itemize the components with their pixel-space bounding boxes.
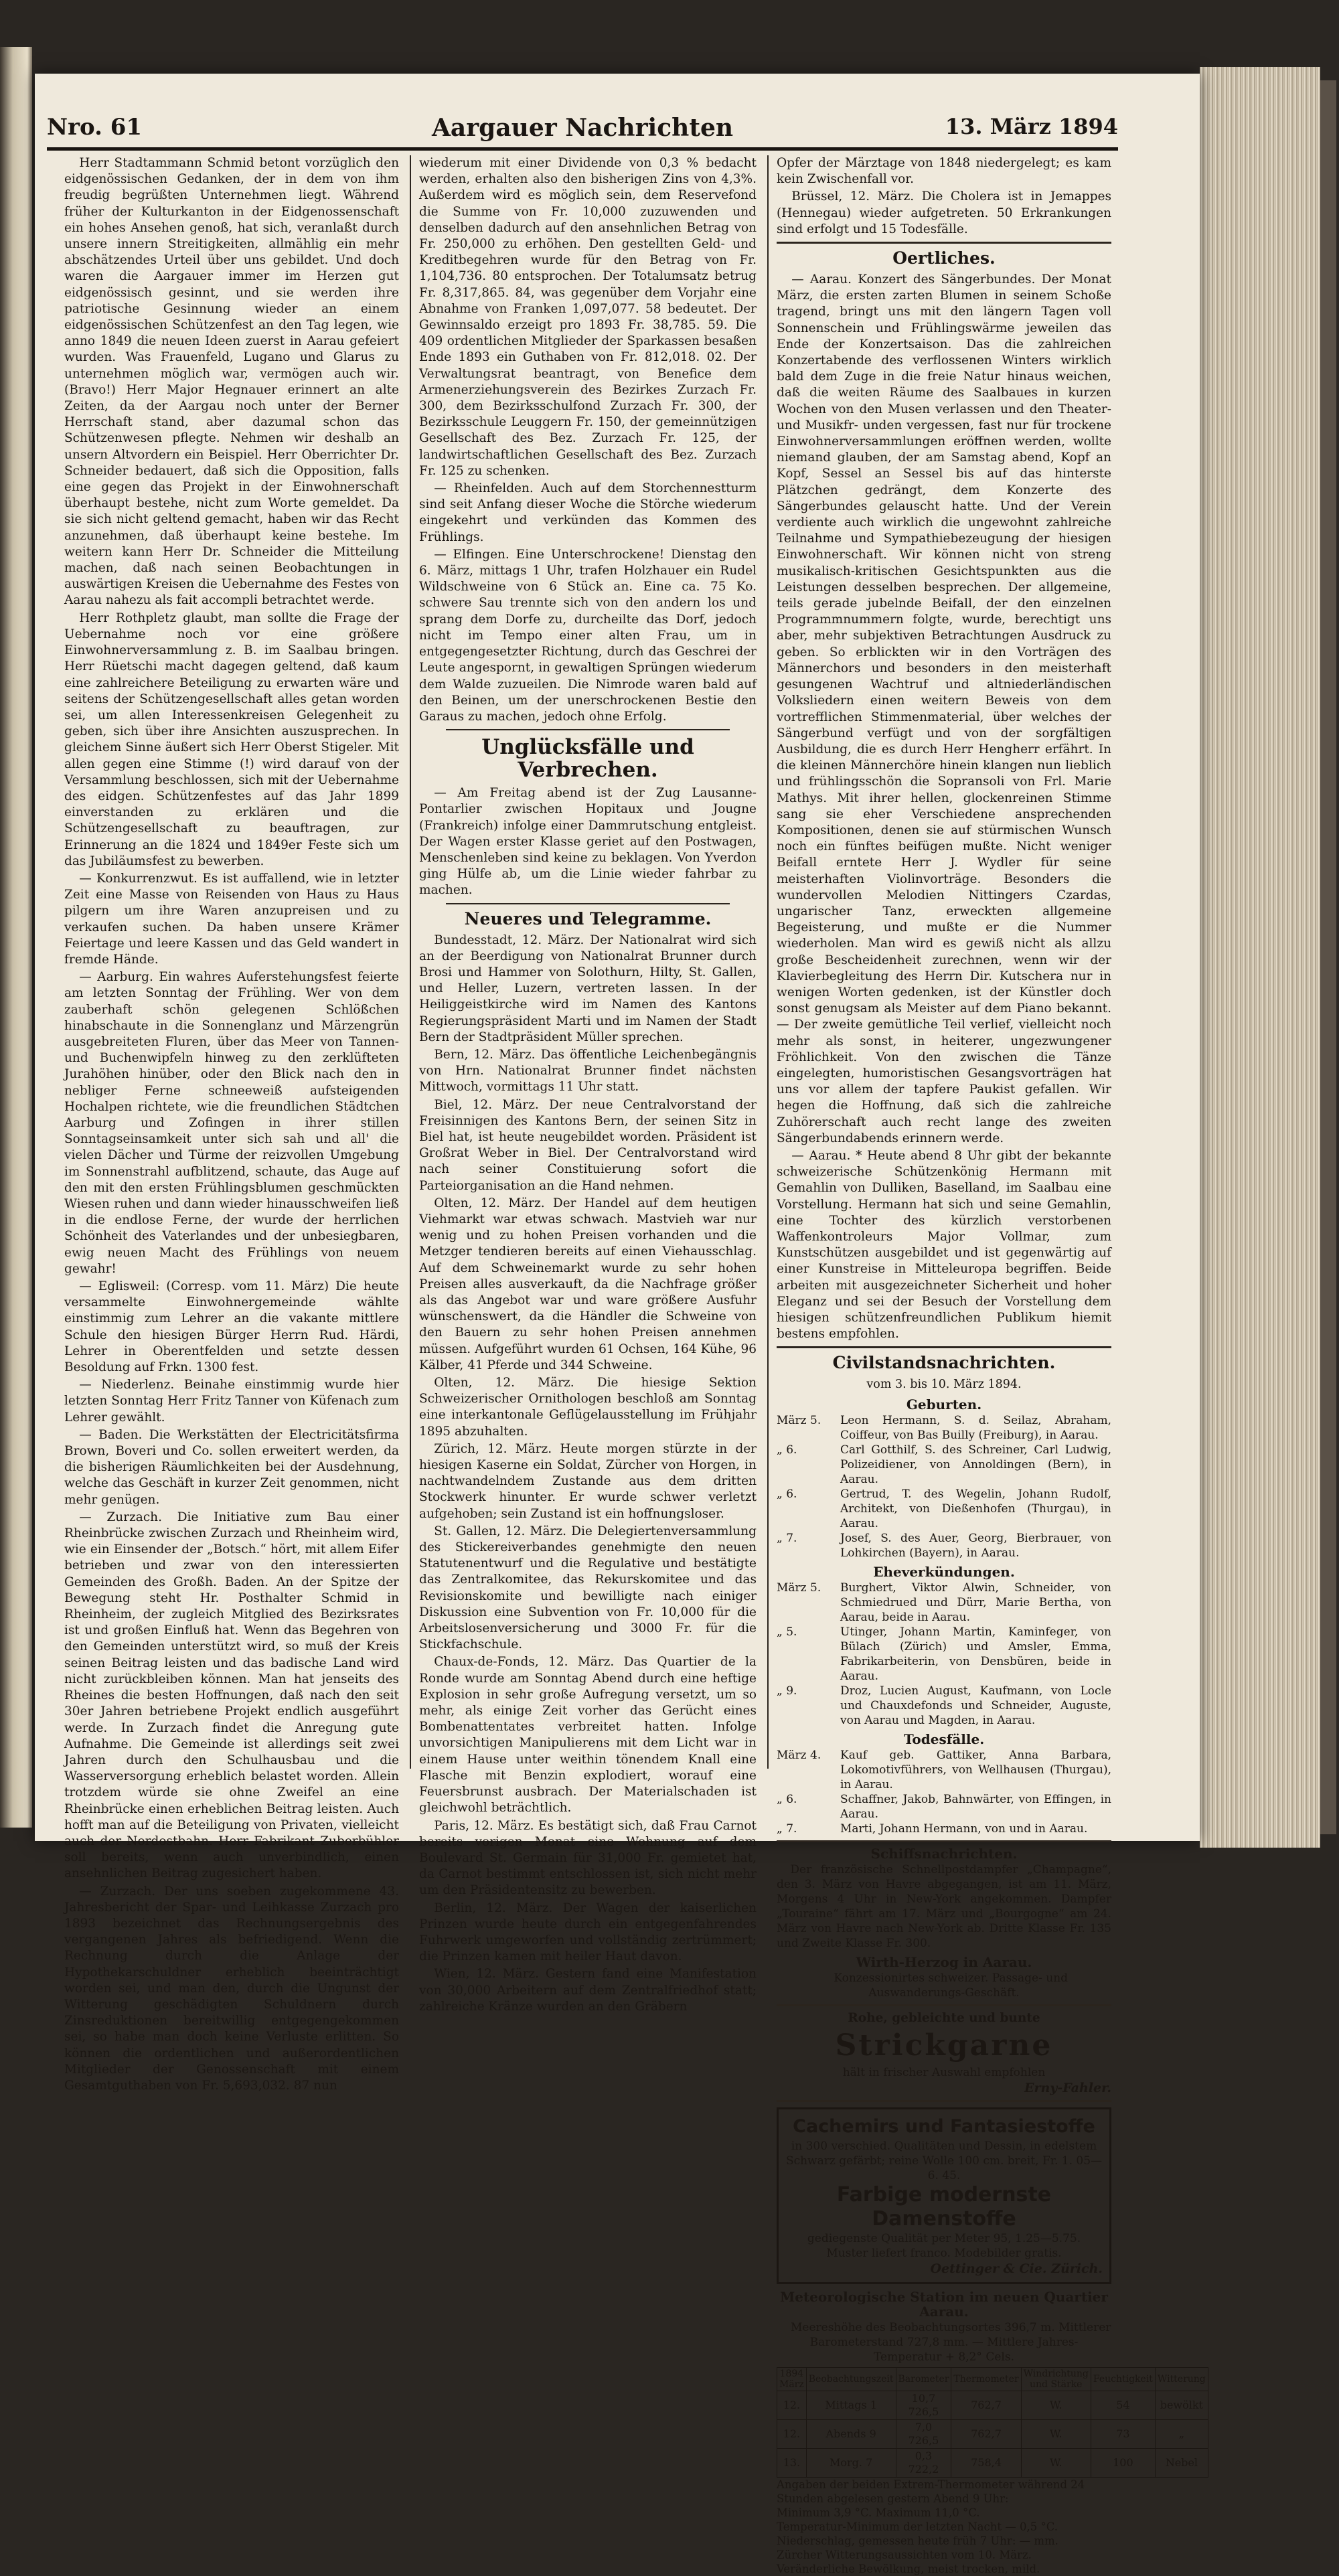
civil-entry-text: Utinger, Johann Martin, Kaminfeger, von Bülach (Zürich) und Amsler, Emma, Fabrikarbeiterin, von Densbüren, beide in Aarau.: [840, 1625, 1111, 1683]
agency-text: Konzessionirtes schweizer. Passage- und Auswanderungs-Geschäft.: [834, 1971, 1069, 2000]
civil-entry-text: Josef, S. des Auer, Georg, Bierbrauer, von Lohkirchen (Bayern), in Aarau.: [840, 1531, 1111, 1560]
article-paragraph: — Elfingen. Eine Unterschrockene! Dienstag den 6. März, mittags 1 Uhr, trafen Holzhauer ein Rudel Wildschweine von 6 Stück an. Eine ca. 75 Ko. schwere Sau trennte sich von den andern los und sprang dem Dorfe zu, durcheilte das Dorf, jedoch nicht im Tempo einer alten Frau, um in entgegengesetzter Richtung, durch das Geschrei der Leute angespornt, in gewaltigen Sprüngen wiederum dem Walde zuzueilen. Die Nimrode waren bald auf den Beinen, um der unerschrockenen Bestie den Garaus zu machen, jedoch ohne Erfolg.: [419, 547, 757, 724]
section-rule: [446, 729, 730, 730]
advert-firm: Erny-Fahler.: [1024, 2080, 1111, 2095]
column-2: [419, 155, 757, 2014]
weather-cell: 10,7 726,5: [896, 2391, 951, 2420]
binding-shadow: [1320, 80, 1336, 1834]
telegram-item: Brüssel, 12. März. Die Cholera ist in Jemappes (Hennegau) wieder aufgetreten. 50 Erkrankungen sind erfolgt und 15 Todesfälle.: [777, 189, 1111, 236]
advert-subline: hält in frischer Auswahl empfohlen: [842, 2065, 1046, 2079]
section-rule: [777, 2004, 1111, 2006]
masthead: [47, 114, 1118, 151]
weather-column-header: Beobachtungszeit: [806, 2368, 896, 2391]
weather-note: Temperatur-Minimum der letzten Nacht — 0,5 °C.: [777, 2520, 1058, 2534]
article-paragraph: — Zurzach. Die Initiative zum Bau einer Rheinbrücke zwischen Zurzach und Rheinheim wird, wie ein Einsender der „Botsch.“ hört, mit allem Eifer betrieben und zwar von den interessierten Gemeinden des Großh. Baden. An der Spitze der Bewegung steht Hr. Posthalter Schmid in Rheinheim, der zugleich Mitglied des Bezirksrates ist und großen Einfluß hat. Wenn das Begehren von den Gemeinden unterstützt wird, so muß der Kreis seinen Beitrag leisten und das badische Land wird nicht zurückbleiben können. Man hat jenseits des Rheines die besten Hoffnungen, daß nach den seit 30er Jahren betriebene Projekt endlich ausgeführt werde. In Zurzach findet die Anregung gute Aufnahme. Die Gemeinde ist allerdings seit zwei Jahren durch den Schulhausbau und die Wasserversorgung erheblich belastet worden. Allein trotzdem würde sie ohne Zweifel an eine Rheinbrücke einen erheblichen Beitrag leisten. Auch hofft man auf die Beteiligung von Privaten, vielleicht auch der Nordostbahn. Herr Fabrikant Zuberbühler soll bereits, wenn auch unverbindlich, einen ansehnlichen Beitrag zugesichert haben.: [64, 1510, 399, 1881]
weather-cell: Nebel: [1155, 2449, 1208, 2478]
civil-entry: [777, 1413, 1111, 1443]
advert-muster: Muster liefert franco. Modebilder gratis.: [826, 2247, 1062, 2261]
weather-cell: „: [1155, 2420, 1208, 2449]
issue-number: Nro. 61: [47, 114, 143, 141]
civil-entry-date: März 5.: [777, 1413, 821, 1427]
weather-row: [777, 2391, 1208, 2420]
weather-column-header: Feuchtigkeit: [1091, 2368, 1155, 2391]
weather-cell: W.: [1021, 2420, 1091, 2449]
telegram-item: Olten, 12. März. Die hiesige Sektion Schweizerischer Ornithologen beschloß am Sonntag eine interkantonale Geflügelausstellung im Frühjahr 1895 abzuhalten.: [419, 1376, 757, 1439]
civil-entry-date: März 5.: [777, 1581, 821, 1595]
section-rule: [777, 1346, 1111, 1348]
article-paragraph: — Konkurrenzwut. Es ist auffallend, wie in letzter Zeit eine Masse von Reisenden von Haus zu Haus pilgern um ihre Waren anzupreisen und zu verkaufen suchen. Da haben unsere Krämer Feiertage und leere Kassen und das Geld wandert in fremde Hände.: [64, 871, 399, 967]
weather-cell: 762,7: [951, 2391, 1021, 2420]
local-news-item: — Aarau. * Heute abend 8 Uhr gibt der bekannte schweizerische Schützenkönig Hermann mit Gemahlin von Dulliken, Baselland, im Saalbau eine Vorstellung. Hermann hat sich und seine Gemahlin, eine Tochter des kürzlich verstorbenen Waffenkontroleurs Major Vollmar, zum Kunstschützen ausgebildet und ist gegenwärtig auf einer Kunstreise in Mitteleuropa begriffen. Beide arbeiten mit ausgezeichneter Sicherheit und hoher Eleganz und sei der Besuch der Vorstellung dem hiesigen schützenfreundlichen Publikum hiemit bestens empfohlen.: [777, 1148, 1111, 1342]
telegram-item: Paris, 12. März. Es bestätigt sich, daß Frau Carnot bereits vorigen Monat eine Wohnung auf dem Boulevard St. Germain für 31,000 Fr. gemietet hat, da Carnot bestimmt entschlossen ist, sich nicht mehr um den Präsidentensitz zu bewerben.: [419, 1818, 757, 1898]
civil-entry-date: „ 6.: [777, 1792, 797, 1806]
civil-entry-text: Burghert, Viktor Alwin, Schneider, von Schmiedrued und Dürr, Marie Bertha, von Aarau, beide in Aarau.: [840, 1581, 1111, 1624]
weather-cell: Mittags 1: [806, 2391, 896, 2420]
article-paragraph: — Zurzach. Der uns soeben zugekommene 43. Jahresbericht der Spar- und Leihkasse Zurzach pro 1893 bezeichnet das Rechnungsergebnis des vergangenen Jahres als befriedigend. Wenn die Rechnung durch die Anlage der Hypothekarschuldner erheblich beeinträchtigt worden sei, und man den, durch die Ungunst der Witterung geschädigten Schuldnern durch Zinsreduktionen bereitwillig entgegengekommen sei, so habe man doch keine Verluste erlitten. So können die ordentlichen und außerordentlichen Mitglieder der Genossenschaft mit einem Gesamtguthaben von Fr. 5,693,032. 87 nun: [64, 1884, 399, 2093]
civil-entry: [777, 1531, 1111, 1560]
civil-entry-text: Leon Hermann, S. d. Seilaz, Abraham, Coiffeur, von Bas Builly (Freiburg), in Aarau.: [840, 1413, 1111, 1442]
civil-entry-date: „ 6.: [777, 1487, 797, 1501]
article-paragraph: — Rheinfelden. Auch auf dem Storchennestturm sind seit Anfang dieser Woche die Störche wiederum eingekehrt und verkünden das Kommen des Frühlings.: [419, 481, 757, 544]
section-heading-telegrams: Neueres und Telegramme.: [464, 908, 712, 929]
weather-cell: 12.: [777, 2420, 807, 2449]
telegram-item: Wien, 12. März. Gestern fand eine Manifestation von 30,000 Arbeitern auf dem Zentralfriedhof statt; zahlreiche Kränze wurden an den Gräbern: [419, 1967, 757, 2014]
weather-column-header: Witterung: [1155, 2368, 1208, 2391]
article-paragraph: — Baden. Die Werkstätten der Electricitätsfirma Brown, Boveri und Co. sollen erweitert werden, da die bisherigen Räumlichkeiten bei der Ausdehnung, welche das Geschäft in kurzer Zeit genommen, nicht mehr genügen.: [64, 1427, 399, 1507]
column-3: [777, 155, 1206, 2576]
article-paragraph: — Niederlenz. Beinahe einstimmig wurde hier letzten Sonntag Herr Fritz Tanner von Küfenach zum Lehrer gewählt.: [64, 1378, 399, 1425]
section-heading-local: Oertliches.: [892, 248, 996, 268]
births-list: [777, 1413, 1111, 1560]
weather-note: Niederschlag, gemessen heute früh 7 Uhr: — mm.: [777, 2534, 1058, 2548]
weather-table-body: [777, 2391, 1208, 2478]
advert-oettinger: [777, 2107, 1111, 2284]
article-paragraph: Herr Stadtammann Schmid betont vorzüglich den eidgenössischen Gedanken, der in dem von ihm freudig begrüßten Unternehmen liegt. Während früher der Kulturkanton in der Eidgenossenschaft ein hohes Ansehen genoß, hat sich, veranlaßt durch unsere innern Streitigkeiten, allmählig ein mehr abschätzendes Urteil über uns gebildet. Und doch waren die Aargauer immer im Herzen gut eidgenössisch gesinnt, und sie werden ihre patriotische Gesinnung wieder an einem eidgenössischen Schützenfest an den Tag legen, wie anno 1849 die neuen Ideen zuerst in Aarau gefeiert wurden. Was Frauenfeld, Lugano und Glarus zu unternehmen möglich war, vermögen auch wir. (Bravo!) Herr Major Hegnauer erinnert an alte Zeiten, da der Aargau noch unter der Berner Herrschaft stand, aber dazumal schon das Schützenwesen pflegte. Nehmen wir deshalb an unsern Altvordern ein Beispiel. Herr Oberrichter Dr. Schneider bedauert, daß sich die Opposition, falls eine gegen das Projekt in der Einwohnerschaft überhaupt bestehe, nicht zum Worte gemeldet. Da sie sich nicht geltend gemacht, haben wir das Recht anzunehmen, daß überhaupt keine bestehe. Im weitern kann Herr Dr. Schneider die Mitteilung machen, daß nach seinen Beobachtungen in auswärtigen Kreisen die Uebernahme des Festes von Aarau nahezu als fait accompli betrachtet werde.: [64, 156, 399, 608]
advert-text: in 300 verschied. Qualitäten und Dessin, in edelstem Schwarz gefärbt; reine Wolle 100 cm. breit, Fr. 1. 05—6. 45.: [785, 2140, 1103, 2183]
civil-entry: [777, 1581, 1111, 1625]
weather-column-header: Thermometer: [951, 2368, 1021, 2391]
weather-cell: 762,7: [951, 2420, 1021, 2449]
section-rule: [777, 242, 1111, 244]
section-rule: [777, 1840, 1111, 1842]
deaths-list: [777, 1748, 1111, 1836]
telegram-item: Biel, 12. März. Der neue Centralvorstand der Freisinnigen des Kantons Bern, der seinen Sitz in Biel hat, ist heute neugebildet worden. Präsident ist Großrat Weber in Biel. Der Centralvorstand wird nach seiner Constituierung sofort die Parteiorganisation an die Hand nehmen.: [419, 1097, 757, 1193]
weather-note: Zürcher Witterungsaussichten vom 10. März. Veränderliche Bewölkung, meist trocken, mild.: [777, 2549, 1040, 2576]
civil-entry: [777, 1748, 1111, 1792]
column-rule: [767, 155, 769, 1769]
civil-entry-date: „ 7.: [777, 1822, 797, 1836]
section-rule: [777, 2100, 1111, 2102]
weather-cell: bewölkt: [1155, 2391, 1208, 2420]
civil-entry: [777, 1625, 1111, 1684]
facing-page-edge: [0, 47, 32, 1828]
civil-entry-text: Schaffner, Jakob, Bahnwärter, von Effingen, in Aarau.: [840, 1792, 1111, 1821]
civil-entry-date: „ 6.: [777, 1443, 797, 1457]
telegram-item: Chaux-de-Fonds, 12. März. Das Quartier de la Ronde wurde am Sonntag Abend durch eine heftige Explosion in sehr große Aufregung versetzt, um so mehr, als einige Zeit vorher das Gerücht eines Bombenattentates verbreitet hatten. Infolge unvorsichtigen Manipulierens mit dem Licht war in einem Hause unter weithin tönendem Knall eine Flasche mit Benzin explodiert, worauf eine Feuersbrunst ausbrach. Der Materialschaden ist gleichwohl beträchtlich.: [419, 1655, 757, 1816]
telegram-item: Berlin, 12. März. Der Wagen der kaiserlichen Prinzen wurde heute durch ein entgegenfahrendes Fuhrwerk umgeworfen und vollständig zertrümmert; die Prinzen kamen mit heiler Haut davon.: [419, 1901, 757, 1964]
weather-cell: 73: [1091, 2420, 1155, 2449]
marriages-heading: Eheverkündungen.: [873, 1563, 1015, 1580]
weather-note: Minimum 3,9 °C. Maximum 11,0 °C.: [777, 2506, 980, 2520]
civil-entry-text: Gertrud, T. des Wegelin, Johann Rudolf, Architekt, von Dießenhofen (Thurgau), in Aarau.: [840, 1487, 1111, 1530]
weather-cell: 13.: [777, 2449, 807, 2478]
column-rule: [410, 155, 411, 1769]
ship-news-heading: Schiffsnachrichten.: [870, 1845, 1018, 1862]
civil-entry: [777, 1487, 1111, 1531]
civil-entry: [777, 1684, 1111, 1728]
article-paragraph: — Aarburg. Ein wahres Auferstehungsfest feierte am letzten Sonntag der Frühling. Wer von dem zauberhaft schön gelegenen Schlößchen hinabschaute in die Sonnenglanz und Märzengrün ausgebreiteten Fluren, über das Meer von Tannen- und Buchenwipfeln hinweg zu den zerklüfteten Jurahöhen hinüber, oder den Blick nach den in nebliger Ferne schneeweiß aufsteigenden Hochalpen richtete, wie die freundlichen Städtchen Aarburg und Zofingen in ihrer stillen Sonntagseinsamkeit unter sich sah und all' die vielen Dächer und Türme der reizvollen Umgebung im Sonnenstrahl aufblitzend, schaute, das Auge auf den mit den ersten Frühlingsblumen geschmückten Wiesen ruhen und dann wieder hinausschweifen ließ in die endlose Ferne, der wurde der herrlichen Schönheit des Vaterlandes und der unbesiegbaren, ewig neuen Macht des Frühlings von neuem gewahr!: [64, 970, 399, 1276]
weather-notes: [777, 2478, 1111, 2576]
births-heading: Geburten.: [906, 1396, 982, 1413]
weather-row: [777, 2420, 1208, 2449]
met-station-info: Meereshöhe des Beobachtungsortes 396,7 m. Mittlerer Barometerstand 727,8 mm. — Mittlere Jahres-Temperatur + 8,2° Cels.: [790, 2321, 1111, 2364]
article-paragraph: — Eglisweil: (Corresp. vom 11. März) Die heute versammelte Einwohnergemeinde wählte einstimmig zum Lehrer an die vakante mittlere Schule den hiesigen Bürger Herrn Rud. Härdi, Lehrer in Oberentfelden und setzte dessen Besoldung auf Frkn. 1300 fest.: [64, 1279, 399, 1375]
weather-table-header: [777, 2368, 1208, 2391]
civil-entry-date: „ 7.: [777, 1531, 797, 1545]
weather-cell: W.: [1021, 2391, 1091, 2420]
civil-entry-text: Carl Gotthilf, S. des Schreiner, Carl Ludwig, Polizeidiener, von Annoldingen (Bern), in Aarau.: [840, 1443, 1111, 1486]
weather-column-header: Windrichtung und Stärke: [1021, 2368, 1091, 2391]
weather-cell: 0,3 722,2: [896, 2449, 951, 2478]
advert-headline: Cachemirs und Fantasiestoffe: [793, 2116, 1095, 2138]
weather-cell: W.: [1021, 2449, 1091, 2478]
weather-cell: 100: [1091, 2449, 1155, 2478]
weather-row: [777, 2449, 1208, 2478]
weather-cell: 54: [1091, 2391, 1155, 2420]
newspaper-title: Aargauer Nachrichten: [431, 114, 734, 142]
deaths-heading: Todesfälle.: [903, 1730, 985, 1747]
civil-entry-text: Kauf geb. Gattiker, Anna Barbara, Lokomotivführers, von Wellhausen (Thurgau), in Aarau.: [840, 1748, 1111, 1791]
weather-cell: 758,4: [951, 2449, 1021, 2478]
section-heading-accidents: Unglücksfälle und Verbrechen.: [481, 735, 694, 783]
telegram-item: St. Gallen, 12. März. Die Delegiertenversammlung des Stickereiverbandes genehmigte den neuen Statutenentwurf und die Regulative und bestätigte das Zentralkomitee, das Rekurskomitee und das Revisionskomite und bewilligte nach einiger Diskussion eine Subvention von Fr. 10,000 für die Arbeitslosenversicherung und 3000 Fr. für die Stickfachschule.: [419, 1524, 757, 1652]
weather-column-header: 1894 März: [777, 2368, 807, 2391]
weather-cell: Abends 9: [806, 2420, 896, 2449]
civil-entry-date: „ 5.: [777, 1625, 797, 1639]
advert-line: Rohe, gebleichte und bunte: [848, 2010, 1040, 2025]
civil-entry-date: März 4.: [777, 1748, 821, 1762]
advert-firm: Oettinger & Cie. Zürich.: [930, 2261, 1103, 2277]
agency-heading: Wirth-Herzog in Aarau.: [856, 1953, 1032, 1970]
civil-entry: [777, 1822, 1111, 1836]
civil-entry-text: Marti, Johann Hermann, von und in Aarau.: [840, 1822, 1088, 1836]
masthead-rule: [47, 147, 1118, 151]
telegram-item: Bern, 12. März. Das öffentliche Leichenbegängnis von Hrn. Nationalrat Brunner findet nächsten Mittwoch, vormittags 11 Uhr statt.: [419, 1047, 757, 1095]
marriages-list: [777, 1581, 1111, 1728]
weather-table: [777, 2367, 1208, 2478]
telegram-item: Zürich, 12. März. Heute morgen stürzte in der hiesigen Kaserne ein Soldat, Zürcher von Horgen, in nachtwandelndem Zustande aus dem dritten Stockwerk hinunter. Er wurde schwer verletzt aufgehoben; sein Zustand ist ein hoffnungsloser.: [419, 1441, 757, 1521]
article-paragraph: — Am Freitag abend ist der Zug Lausanne-Pontarlier zwischen Hopitaux und Jougne (Frankreich) infolge einer Dammrutschung entgleist. Der Wagen erster Klasse geriet auf den Postwagen, Menschenleben sind keine zu beklagen. Von Yverdon ging Hülfe ab, um die Linie wieder fahrbar zu machen.: [419, 786, 757, 898]
section-heading-civil: Civilstandsnachrichten.: [832, 1353, 1056, 1373]
telegram-item: Bundesstadt, 12. März. Der Nationalrat wird sich an der Beerdigung von Nationalrat Brunner durch Brosi und Hammer von Solothurn, Hilty, St. Gallen, und Heller, Luzern, vertreten lassen. In der Heiliggeistkirche wird im Namen des Kantons Regierungspräsident Marti und im Namen der Stadt Bern der Stadtpräsident Müller sprechen.: [419, 933, 757, 1044]
civil-entry: [777, 1443, 1111, 1487]
page-stack-edge: [1200, 67, 1320, 1848]
column-1: [64, 155, 399, 2093]
civil-entry: [777, 1792, 1111, 1822]
civil-entry-text: Droz, Lucien August, Kaufmann, von Locle und Chauxdefonds und Schneider, Auguste, von Aarau und Magden, in Aarau.: [840, 1684, 1111, 1727]
advert-strickgarne: [777, 2010, 1111, 2096]
article-paragraph: wiederum mit einer Dividende von 0,3 % bedacht werden, erhalten also den bisherigen Zins von 4,3%. Außerdem wird es möglich sein, dem Reservefond die Summe von Fr. 10,000 zuzuwenden und denselben dadurch auf den ansehnlichen Betrag von Fr. 250,000 zu erhöhen. Den gestellten Geld- und Kreditbegehren wurde für den Betrag von Fr. 1,104,736. 80 entsprochen. Der Totalumsatz betrug Fr. 8,317,865. 84, was gegenüber dem Vorjahr eine Abnahme von Franken 1,097,077. 58 bedeutet. Der Gewinnsaldo erzeigt pro 1893 Fr. 38,785. 59. Die 409 ordentlichen Mitglieder der Sparkassen besaßen Ende 1893 ein Guthaben von Fr. 812,018. 02. Der Verwaltungsrat beantragt, von Benefice dem Armenerziehungsverein des Bezirkes Zurzach Fr. 300, dem Bezirksschulfond Zurzach Fr. 300, der Bezirksschule Leuggern Fr. 150, der gemeinnützigen Gesellschaft des Bez. Zurzach Fr. 125, der landwirtschaftlichen Gesellschaft des Bez. Zurzach Fr. 125 zu schenken.: [419, 156, 757, 478]
advert-headline: Strickgarne: [835, 2028, 1053, 2063]
local-news-item: — Aarau. Konzert des Sängerbundes. Der Monat März, die ersten zarten Blumen in seinem Schoße tragend, bringt uns mit den längern Tagen voll Sonnenschein und Frühlingswärme jeweilen das Ende der Konzertsaison. Das die zahlreichen Konzertabende des verflossenen Winters wirklich bald dem Zuge in die freie Natur hinaus weichen, daß die weiten Räume des Saalbaues in kurzen Wochen von den Musen verlassen und den Theater- und Musikfr- unden vergessen, fast nur für trockene Einwohnerversammlungen eröffnen werden, wollte niemand glauben, der am Samstag abend, Kopf an Kopf, Sessel an Sessel bis auf das hinterste Plätzchen gedrängt, dem Konzerte des Sängerbundes gelauscht hatte. Und der Verein verdiente auch wirklich die ungewohnt zahlreiche Teilnahme und Sympathiebezeugung der hiesigen Einwohnerschaft. Wir können nicht von streng musikalisch-kritischen Gesichtspunkten aus die Leistungen desselben besprechen. Der allgemeine, teils gerade jubelnde Beifall, der den einzelnen Programmnummern folgte, wurde, berechtigt uns aber, mehr subjektiven Betrachtungen Ausdruck zu geben. So erblickten wir in den Vorträgen des Männerchors und besonders in den meisterhaft gesungenen Wachtruf und altniederländischen Volksliedern einen weitern Beweis von dem vortrefflichen Stimmenmaterial, über welches der Sängerbund verfügt und von der sorgfältigen Ausbildung, die es durch Herr Hengherr erfährt. In die kleinen Männerchöre hinein klangen nun lieblich und frühlingsschön die Sopransoli von Frl. Marie Mathys. Mit ihrer hellen, glockenreinen Stimme sang sie eher Verschiedene ansprechenden Kompositionen, denen sie auf stürmischen Wunsch noch ein fünftes beifügen mußte. Nicht weniger Beifall erntete Herr J. Wydler für seine meisterhaften Violinvorträge. Besonders die wundervollen Melodien Nittingers Czardas, ungarischer Tanz, erweckten allgemeine Begeisterung, und mußte er die Nummer wiederholen. Man wird es gewiß nicht als allzu große Bescheidenheit zurechnen, wenn wir der Klavierbegleitung des Herrn Dir. Kutschera nur in wenigen Worten gedenken, ist der Künstler doch sonst genugsam als Meister auf dem Piano bekannt. — Der zweite gemütliche Teil verlief, vielleicht noch mehr als sonst, in heiterer, ungezwungener Fröhlichkeit. Von den zwischen die Tänze eingelegten, humoristischen Gesangsvorträgen hat uns vor allem der tapfere Paukist gefallen. Wir hegen die Hoffnung, daß sich die zahlreiche Zuhörerschaft auch recht lange des zweiten Sängerbundabends erinnern werde.: [777, 272, 1111, 1145]
article-paragraph: Herr Rothpletz glaubt, man sollte die Frage der Uebernahme noch vor eine größere Einwohnerversammlung z. B. im Saalbau bringen. Herr Rüetschi macht dagegen geltend, daß kaum eine zahlreichere Beteiligung zu erwarten wäre und seitens der Schützengesellschaft alles getan worden sei, um allen Interessenkreisen Gelegenheit zu geben, sich über ihre Ansichten auszusprechen. In gleichem Sinne äußert sich Herr Oberst Stigeler. Mit allen gegen eine Stimme (!) wird darauf von der Versammlung beschlossen, sich mit der Uebernahme des eidgen. Schützenfestes auf das Jahr 1899 einverstanden zu erklären und die Schützengesellschaft zu beauftragen, zur Erinnerung an die 1824 und 1849er Feste sich um das Jubiläumsfest zu bewerben.: [64, 611, 399, 868]
weather-note: Angaben der beiden Extrem-Thermometer während 24 Stunden abgelesen gestern Abend 9 Uhr:: [777, 2478, 1085, 2506]
weather-cell: Morg. 7: [806, 2449, 896, 2478]
civil-entry-date: „ 9.: [777, 1684, 797, 1698]
weather-cell: 12.: [777, 2391, 807, 2420]
advert-price: gediegenste Qualität per Meter 95, 1.25—5.75.: [807, 2232, 1081, 2246]
met-station-heading: Meteorologische Station im neuen Quartier Aarau.: [780, 2289, 1108, 2320]
issue-date: 13. März 1894: [945, 114, 1118, 139]
section-rule: [446, 903, 730, 904]
weather-column-header: Barometer: [896, 2368, 951, 2391]
ship-news-text: Der französische Schnellpostdampfer „Champagne“, den 3. März von Havre abgegangen, ist am 11. März, Morgens 4 Uhr in New-York angekommen. Dampfer „Touraine“ fährt am 17. März und „Bourgogne“ am 24. März von Havre nach New-York ab. Dritte Klasse Fr. 135 und Zweite Klasse Fr. 300.: [777, 1862, 1111, 1950]
weather-cell: 7,0 726,5: [896, 2420, 951, 2449]
article-paragraph: Opfer der Märztage von 1848 niedergelegt; es kam kein Zwischenfall vor.: [777, 156, 1111, 187]
advert-headline: Farbige modernste Damenstoffe: [836, 2183, 1052, 2231]
telegram-item: Olten, 12. März. Der Handel auf dem heutigen Viehmarkt war etwas schwach. Mastvieh war nur wenig und zu hohen Preisen vorhanden und die Metzger tendieren bereits auf einen Viehausschlag. Auf dem Schweinemarkt wurde zu sehr hohen Preisen alles ausverkauft, da die Nachfrage größer als das Angebot war und ware größere Ausfuhr wünschenswert, da die Händler die Schweine von den Bauern zu sehr hohen Preisen annehmen müssen. Aufgeführt wurden 61 Ochsen, 164 Kühe, 96 Kälber, 41 Pferde und 344 Schweine.: [419, 1196, 757, 1372]
civil-date-range: vom 3. bis 10. März 1894.: [866, 1378, 1022, 1392]
